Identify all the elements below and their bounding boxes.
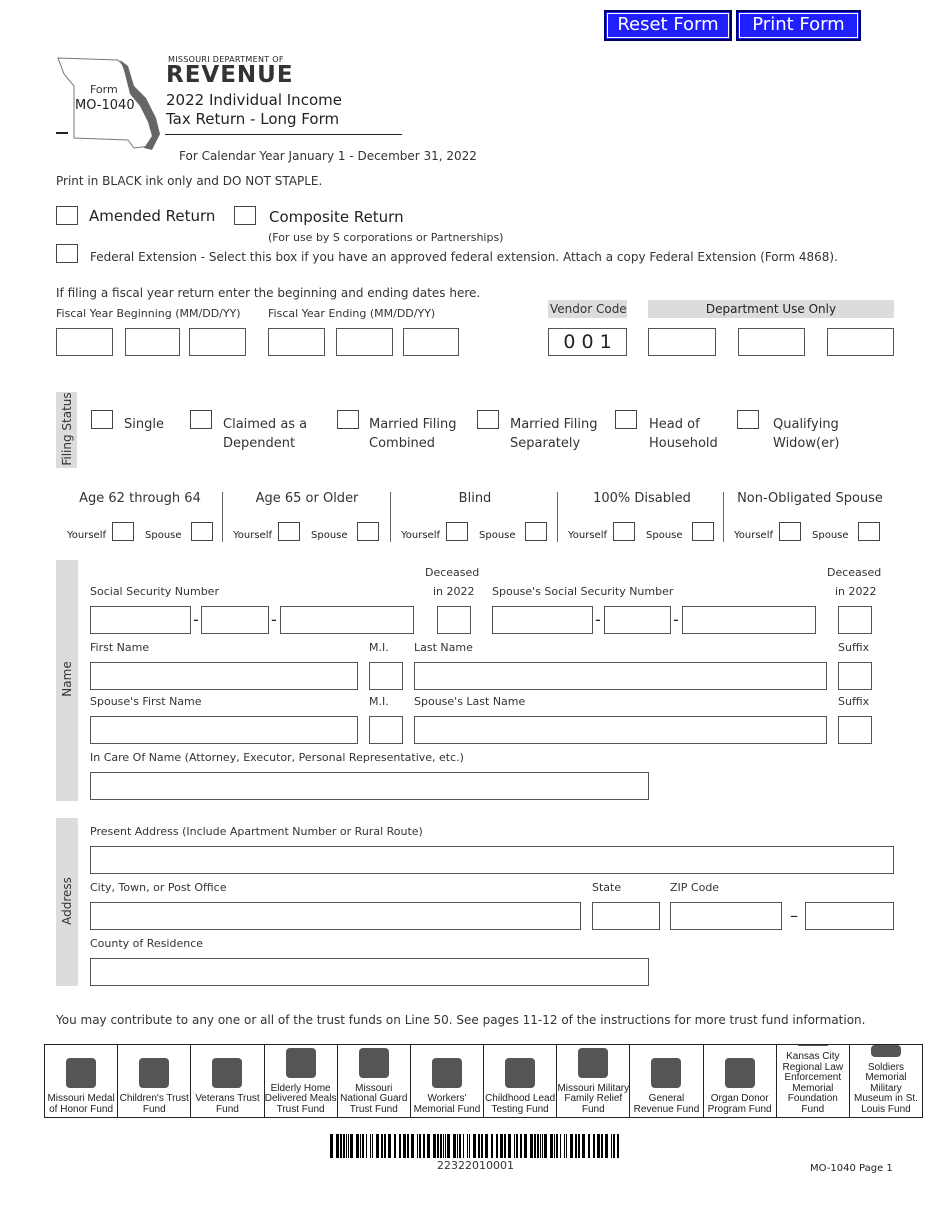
dept-use-box — [827, 328, 894, 356]
spouse-first-name-label: Spouse's First Name — [90, 695, 202, 708]
calendar-year: For Calendar Year January 1 - December 31, 2022 — [179, 149, 477, 163]
trust-fund-name: Missouri Medal of Honor Fund — [47, 1093, 115, 1115]
fiscal-begin-year[interactable] — [189, 328, 246, 356]
trust-fund-logo-icon — [66, 1058, 96, 1088]
deceased-year-label: in 2022 — [433, 585, 475, 598]
divider — [390, 492, 391, 542]
suffix-label: Suffix — [838, 641, 870, 654]
trust-fund-logo-icon — [286, 1048, 316, 1078]
ssn-part-3[interactable] — [280, 606, 414, 634]
trust-fund-logo-icon — [139, 1058, 169, 1088]
yourself-checkbox[interactable] — [278, 522, 300, 541]
county-label: County of Residence — [90, 937, 204, 950]
trust-fund-cell — [411, 1045, 484, 1117]
trust-fund-logo-icon — [505, 1058, 535, 1088]
age-group-label: Age 62 through 64 — [79, 491, 201, 506]
last-name-label: Last Name — [414, 641, 473, 654]
rule — [56, 132, 68, 134]
county-field[interactable] — [90, 958, 649, 986]
trust-fund-name: Workers' Memorial Fund — [413, 1093, 481, 1115]
spouse-suffix-label: Suffix — [838, 695, 870, 708]
deceased-label: Deceased — [425, 566, 480, 579]
form-number: MO-1040 — [75, 98, 135, 113]
extension-label: Federal Extension - Select this box if you have an approved federal extension. Attach a copy Federal Extension (Form 4868). — [90, 250, 838, 264]
spouse-checkbox[interactable] — [357, 522, 379, 541]
trust-fund-logo-icon — [359, 1048, 389, 1078]
zip-field[interactable] — [670, 902, 782, 930]
filing-status-checkbox[interactable] — [190, 410, 212, 429]
trust-fund-table — [44, 1044, 923, 1118]
spouse-ssn-part-1[interactable] — [492, 606, 593, 634]
trust-fund-logo-icon — [798, 1045, 828, 1046]
last-name-field[interactable] — [414, 662, 827, 690]
filing-status-checkbox[interactable] — [737, 410, 759, 429]
filing-status-checkbox[interactable] — [477, 410, 499, 429]
mi-field[interactable] — [369, 662, 403, 690]
trust-fund-cell — [191, 1045, 264, 1117]
first-name-label: First Name — [90, 641, 150, 654]
divider — [723, 492, 724, 542]
city-label: City, Town, or Post Office — [90, 881, 227, 894]
trust-fund-logo-icon — [725, 1058, 755, 1088]
trust-fund-logo-icon — [212, 1058, 242, 1088]
fiscal-begin-day[interactable] — [125, 328, 180, 356]
vendor-code-field: 0 0 1 — [548, 328, 627, 356]
spouse-checkbox[interactable] — [858, 522, 880, 541]
barcode — [330, 1134, 620, 1158]
spouse-last-name-label: Spouse's Last Name — [414, 695, 526, 708]
filing-status-checkbox[interactable] — [337, 410, 359, 429]
age-group-label: 100% Disabled — [593, 491, 691, 506]
fiscal-end-year[interactable] — [403, 328, 459, 356]
spouse-last-name-field[interactable] — [414, 716, 827, 744]
trust-fund-cell — [118, 1045, 191, 1117]
age-group-label: Blind — [458, 491, 492, 506]
spouse-deceased-label: Deceased — [827, 566, 882, 579]
spouse-label: Spouse — [479, 530, 516, 541]
yourself-label: Yourself — [734, 530, 774, 541]
spouse-label: Spouse — [812, 530, 849, 541]
spouse-ssn-part-3[interactable] — [682, 606, 816, 634]
city-field[interactable] — [90, 902, 581, 930]
trust-fund-name: Missouri Military Family Relief Fund — [557, 1082, 630, 1115]
trust-fund-logo-icon — [432, 1058, 462, 1088]
state-field[interactable] — [592, 902, 660, 930]
federal-extension-checkbox[interactable] — [56, 244, 78, 263]
yourself-label: Yourself — [568, 530, 608, 541]
revenue-logo: REVENUE — [166, 62, 294, 88]
filing-status-checkbox[interactable] — [615, 410, 637, 429]
spouse-checkbox[interactable] — [692, 522, 714, 541]
ssn-part-2[interactable] — [201, 606, 269, 634]
care-of-label: In Care Of Name (Attorney, Executor, Personal Representative, etc.) — [90, 751, 464, 764]
yourself-checkbox[interactable] — [112, 522, 134, 541]
yourself-label: Yourself — [233, 530, 273, 541]
fiscal-intro: If filing a fiscal year return enter the beginning and ending dates here. — [56, 286, 481, 300]
age-group-label: Non-Obligated Spouse — [737, 491, 883, 506]
reset-form-button[interactable]: Reset Form — [604, 10, 732, 41]
spouse-label: Spouse — [145, 530, 182, 541]
name-section-label: Name — [60, 661, 74, 697]
state-label: State — [592, 881, 622, 894]
fiscal-begin-month[interactable] — [56, 328, 113, 356]
vendor-code-label: Vendor Code — [550, 302, 627, 316]
trust-fund-intro: You may contribute to any one or all of the trust funds on Line 50. See pages 11-12 of the instructions for more trust fund information. — [56, 1013, 866, 1027]
address-section-label: Address — [60, 877, 74, 925]
divider — [222, 492, 223, 542]
composite-label: Composite Return — [269, 208, 404, 226]
fiscal-end-day[interactable] — [336, 328, 393, 356]
present-address-label: Present Address (Include Apartment Number or Rural Route) — [90, 825, 423, 838]
filing-status-option: Claimed as a Dependent — [223, 417, 308, 451]
trust-fund-cell — [630, 1045, 703, 1117]
ssn-label: Social Security Number — [90, 585, 219, 598]
trust-fund-name: General Revenue Fund — [633, 1093, 700, 1115]
trust-fund-cell — [777, 1045, 850, 1117]
fiscal-end-label: Fiscal Year Ending (MM/DD/YY) — [268, 307, 436, 320]
spouse-ssn-label: Spouse's Social Security Number — [492, 585, 674, 598]
filing-status-option: Single — [124, 417, 164, 432]
agency-name: MISSOURI DEPARTMENT OF — [168, 55, 284, 64]
deceased-checkbox[interactable] — [437, 606, 471, 634]
spouse-mi-field[interactable] — [369, 716, 403, 744]
yourself-checkbox[interactable] — [779, 522, 801, 541]
rule — [165, 134, 402, 135]
trust-fund-cell — [265, 1045, 338, 1117]
trust-fund-name: Soldiers Memorial Military Museum in St. Louis Fund — [854, 1061, 918, 1115]
amended-label: Amended Return — [89, 207, 216, 225]
trust-fund-cell — [45, 1045, 118, 1117]
ssn-part-1[interactable] — [90, 606, 191, 634]
dept-use-box — [648, 328, 716, 356]
yourself-checkbox[interactable] — [613, 522, 635, 541]
trust-fund-name: Veterans Trust Fund — [195, 1093, 260, 1115]
trust-fund-name: Children's Trust Fund — [119, 1093, 189, 1115]
trust-fund-cell — [338, 1045, 411, 1117]
trust-fund-name: Missouri National Guard Trust Fund — [340, 1082, 408, 1115]
zip-label: ZIP Code — [670, 881, 720, 894]
yourself-label: Yourself — [401, 530, 441, 541]
trust-fund-logo-icon — [871, 1045, 901, 1057]
filing-status-option: Head of Household — [649, 417, 718, 451]
trust-fund-name: Childhood Lead Testing Fund — [485, 1093, 556, 1115]
print-form-button[interactable]: Print Form — [736, 10, 861, 41]
filing-status-label: Filing Status — [60, 392, 74, 466]
instructions: Print in BLACK ink only and DO NOT STAPLE. — [56, 174, 323, 188]
divider — [557, 492, 558, 542]
spouse-label: Spouse — [646, 530, 683, 541]
trust-fund-logo-icon — [578, 1048, 608, 1078]
form-title: 2022 Individual Income — [166, 91, 342, 109]
filing-status-checkbox[interactable] — [91, 410, 113, 429]
yourself-label: Yourself — [67, 530, 107, 541]
fiscal-begin-label: Fiscal Year Beginning (MM/DD/YY) — [56, 307, 241, 320]
form-label: Form — [90, 83, 118, 96]
suffix-field[interactable] — [838, 662, 872, 690]
trust-fund-cell — [557, 1045, 630, 1117]
spouse-label: Spouse — [311, 530, 348, 541]
spouse-first-name-field[interactable] — [90, 716, 358, 744]
age-group-label: Age 65 or Older — [255, 491, 359, 506]
spouse-mi-label: M.I. — [369, 695, 389, 708]
trust-fund-name: Organ Donor Program Fund — [707, 1093, 772, 1115]
form-subtitle: Tax Return - Long Form — [166, 110, 340, 128]
spouse-checkbox[interactable] — [191, 522, 213, 541]
spouse-checkbox[interactable] — [525, 522, 547, 541]
first-name-field[interactable] — [90, 662, 358, 690]
composite-note: (For use by S corporations or Partnerships) — [268, 231, 504, 244]
dept-use-box — [738, 328, 805, 356]
barcode-number: 22322010001 — [437, 1159, 514, 1172]
trust-fund-cell — [850, 1045, 922, 1117]
filing-status-option: Married Filing Combined — [369, 417, 457, 451]
filing-status-option: Married Filing Separately — [510, 417, 598, 451]
spouse-ssn-part-2[interactable] — [604, 606, 671, 634]
department-use-header: Department Use Only — [648, 300, 894, 318]
composite-return-checkbox[interactable] — [234, 206, 256, 225]
trust-fund-logo-icon — [651, 1058, 681, 1088]
yourself-checkbox[interactable] — [446, 522, 468, 541]
filing-status-option: Qualifying Widow(er) — [773, 417, 840, 451]
care-of-field[interactable] — [90, 772, 649, 800]
mi-label: M.I. — [369, 641, 389, 654]
amended-return-checkbox[interactable] — [56, 206, 78, 225]
spouse-deceased-checkbox[interactable] — [838, 606, 872, 634]
spouse-deceased-year-label: in 2022 — [835, 585, 877, 598]
trust-fund-name: Kansas City Regional Law Enforcement Memorial Foundation Fund — [782, 1051, 844, 1115]
spouse-suffix-field[interactable] — [838, 716, 872, 744]
fiscal-end-month[interactable] — [268, 328, 325, 356]
trust-fund-cell — [704, 1045, 777, 1117]
page-label: MO-1040 Page 1 — [810, 1163, 893, 1174]
zip-extension-field[interactable] — [805, 902, 894, 930]
trust-fund-name: Elderly Home Delivered Meals Trust Fund — [264, 1082, 337, 1115]
present-address-field[interactable] — [90, 846, 894, 874]
trust-fund-cell — [484, 1045, 557, 1117]
